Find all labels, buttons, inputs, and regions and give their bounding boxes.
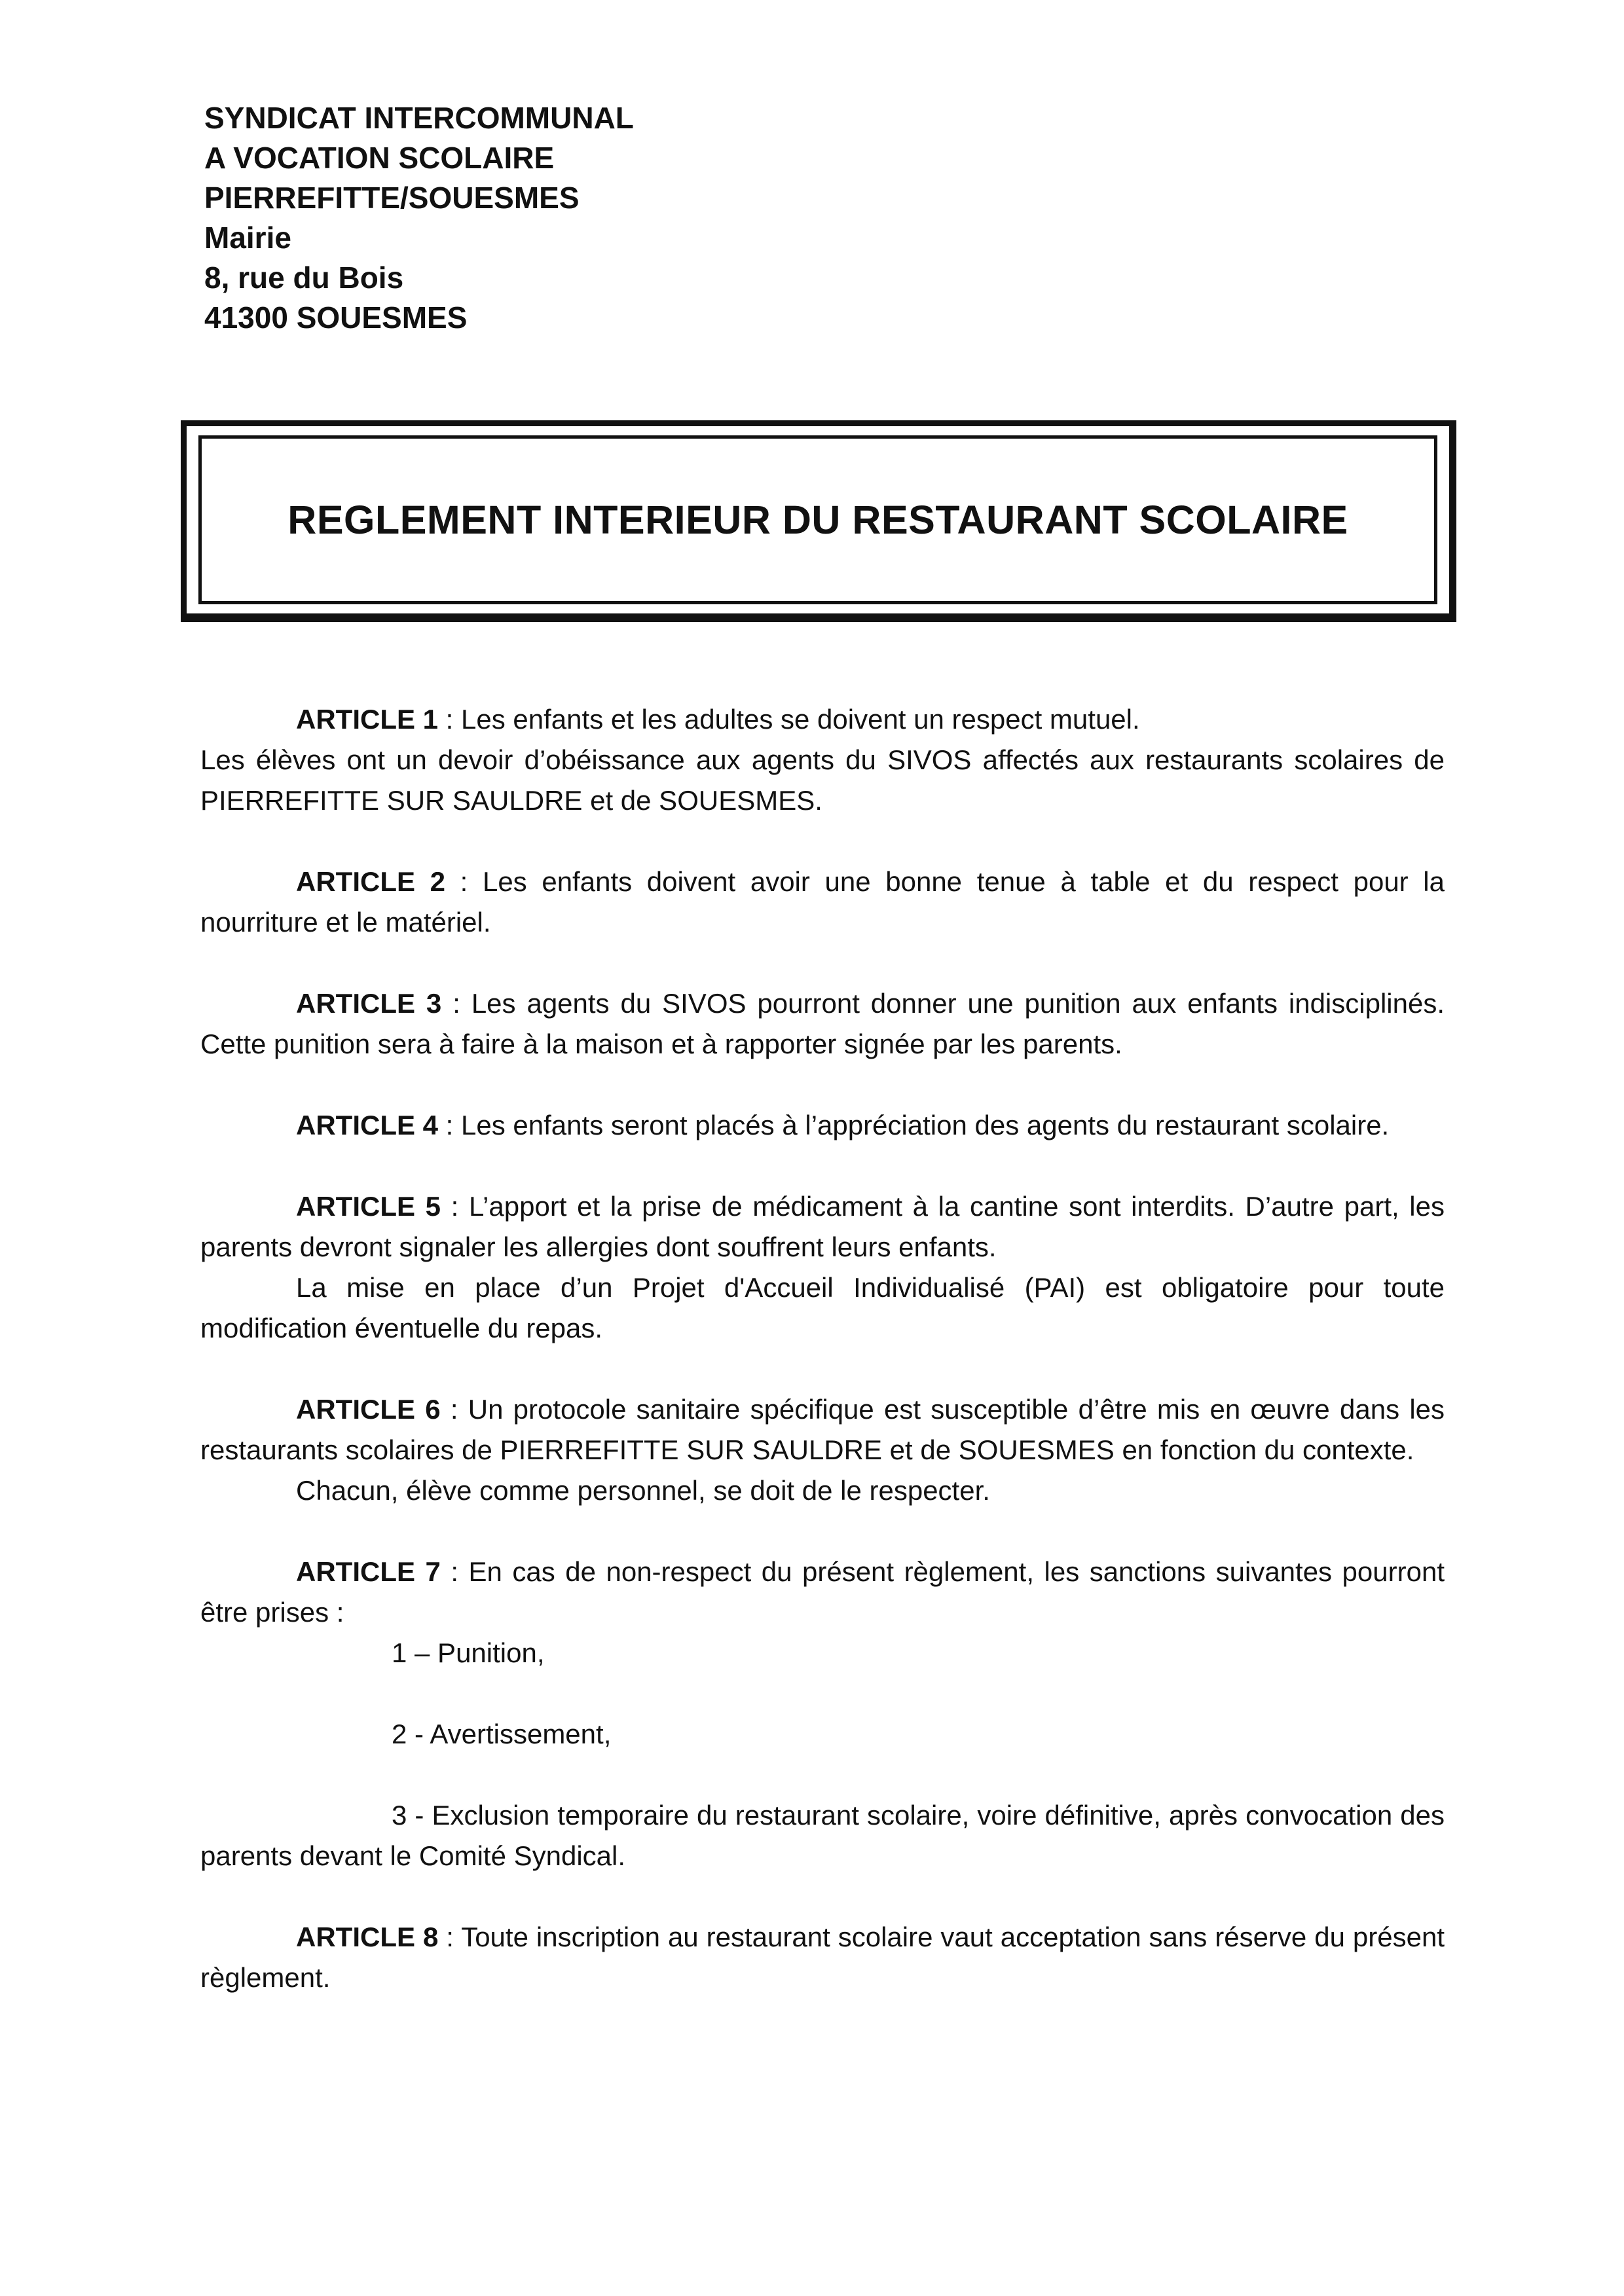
sanction-item: 3 - Exclusion temporaire du restaurant scolaire, voire définitive, après convocation des parents devant le Comité Syndical.	[200, 1800, 1445, 1871]
article-separator: :	[438, 1922, 462, 1952]
article-8	[200, 1917, 1445, 1998]
address-line: A VOCATION SCOLAIRE	[204, 141, 555, 175]
sender-address-block	[204, 98, 634, 338]
address-line: 8, rue du Bois	[204, 261, 404, 295]
article-1	[200, 699, 1445, 740]
article-4	[200, 1105, 1445, 1146]
article-text: En cas de non-respect du présent règlement, les sanctions suivantes pourront être prises :	[200, 1556, 1445, 1628]
sanction-item: 2 - Avertissement,	[392, 1719, 612, 1749]
article-6	[200, 1389, 1445, 1470]
article-7	[200, 1552, 1445, 1633]
address-line: PIERREFITTE/SOUESMES	[204, 181, 580, 215]
article-label: ARTICLE 8	[296, 1922, 439, 1952]
article-separator: :	[440, 1556, 469, 1587]
article-separator: :	[441, 988, 471, 1019]
article-text: Toute inscription au restaurant scolaire vaut acceptation sans réserve du présent règlement.	[200, 1922, 1445, 1993]
article-separator: :	[440, 1394, 468, 1425]
article-label: ARTICLE 1	[296, 704, 439, 735]
article-text: L’apport et la prise de médicament à la cantine sont interdits. D’autre part, les parents devront signaler les allergies dont souffrent leurs enfants.	[200, 1191, 1445, 1262]
article-separator: :	[438, 704, 462, 735]
address-line: SYNDICAT INTERCOMMUNAL	[204, 101, 634, 135]
article-separator: :	[445, 866, 483, 897]
article-2	[200, 862, 1445, 943]
article-1-continuation: Les élèves ont un devoir d’obéissance aux agents du SIVOS affectés aux restaurants scolaires de PIERREFITTE SUR SAULDRE et de SOUESMES.	[200, 744, 1445, 816]
title-frame-inner	[198, 435, 1437, 604]
article-text: Les agents du SIVOS pourront donner une punition aux enfants indisciplinés. Cette punition sera à faire à la maison et à rapporter signée par les parents.	[200, 988, 1445, 1059]
article-6-continuation: Chacun, élève comme personnel, se doit de le respecter.	[296, 1475, 990, 1506]
article-label: ARTICLE 7	[296, 1556, 441, 1587]
article-label: ARTICLE 4	[296, 1110, 439, 1140]
rules-body	[200, 699, 1445, 2039]
article-text: Un protocole sanitaire spécifique est susceptible d’être mis en œuvre dans les restaurants scolaires de PIERREFITTE SUR SAULDRE et de SOUESMES en fonction du contexte.	[200, 1394, 1445, 1465]
article-5-continuation: La mise en place d’un Projet d'Accueil Individualisé (PAI) est obligatoire pour toute modification éventuelle du repas.	[200, 1272, 1445, 1343]
article-label: ARTICLE 6	[296, 1394, 441, 1425]
article-separator: :	[438, 1110, 462, 1140]
address-line: Mairie	[204, 221, 291, 255]
article-separator: :	[441, 1191, 470, 1222]
title-frame	[181, 420, 1456, 622]
article-label: ARTICLE 2	[296, 866, 445, 897]
sanction-item: 1 – Punition,	[392, 1637, 545, 1668]
article-label: ARTICLE 3	[296, 988, 442, 1019]
address-line: 41300 SOUESMES	[204, 301, 468, 335]
article-5	[200, 1186, 1445, 1267]
article-text: Les enfants seront placés à l’appréciation des agents du restaurant scolaire.	[461, 1110, 1390, 1140]
article-3	[200, 983, 1445, 1065]
document-title: REGLEMENT INTERIEUR DU RESTAURANT SCOLAIRE	[287, 498, 1348, 542]
article-label: ARTICLE 5	[296, 1191, 441, 1222]
article-text: Les enfants doivent avoir une bonne tenue à table et du respect pour la nourriture et le matériel.	[200, 866, 1445, 938]
article-text: Les enfants et les adultes se doivent un respect mutuel.	[461, 704, 1140, 735]
